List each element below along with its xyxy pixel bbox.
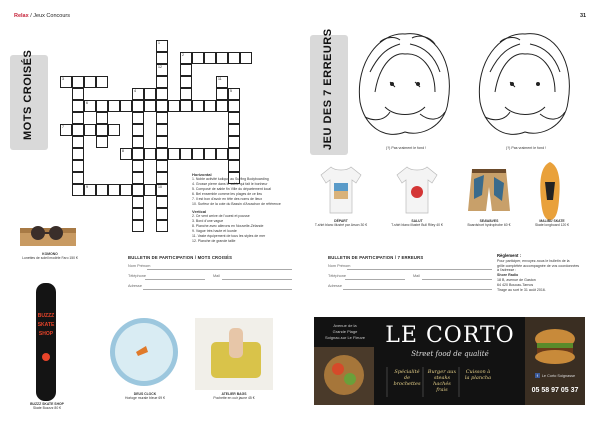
crossword-cell[interactable] [144, 184, 156, 196]
ad-phone: 05 58 97 05 37 [531, 387, 579, 394]
crossword-cell[interactable] [156, 40, 168, 52]
crossword-cell[interactable] [132, 112, 144, 124]
prize-caption: DEUS CLOCK Horloge murale bleue 69 € [125, 392, 165, 401]
crossword-cell[interactable] [132, 160, 144, 172]
crossword-cell[interactable] [132, 136, 144, 148]
crossword-cell[interactable] [156, 136, 168, 148]
clue: 1. Noble activité ludique au Surfing Bodyboarding [192, 177, 269, 181]
brand-label: Relax [14, 13, 29, 19]
section-label: Jeux Concours [33, 13, 70, 19]
crossword-cell[interactable] [96, 124, 108, 136]
cell-number: 8 [122, 149, 124, 153]
drawing-right[interactable] [470, 22, 580, 142]
svg-text:BUZZZ: BUZZZ [37, 313, 55, 319]
prize-caption: ATELIER BAGS Pochette en cuir jaune 45 € [213, 392, 255, 401]
crossword-cell[interactable] [180, 148, 192, 160]
crossword-cell[interactable] [72, 148, 84, 160]
sunglasses-image [18, 220, 80, 250]
crossword-cell[interactable] [156, 172, 168, 184]
crossword-cell[interactable] [84, 100, 96, 112]
crossword-cell[interactable] [96, 184, 108, 196]
crossword-cell[interactable] [144, 148, 156, 160]
crossword-cell[interactable] [108, 184, 120, 196]
crossword-cell[interactable] [84, 184, 96, 196]
crossword-cell[interactable] [228, 136, 240, 148]
crossword-cell[interactable] [144, 100, 156, 112]
crossword-cell[interactable] [180, 64, 192, 76]
crossword-cell[interactable] [108, 100, 120, 112]
prize-caption: SEAWAVES Boardshort hydrophobe 60 € [467, 219, 511, 228]
clue: 9. Vague très haute et lourde [192, 229, 237, 233]
crossword-cell[interactable] [192, 148, 204, 160]
form-title: BULLETIN DE PARTICIPATION / MOTS CROISÉS [128, 255, 233, 260]
crossword-cell[interactable] [156, 88, 168, 100]
phone-field[interactable] [145, 279, 205, 280]
clue: 10. Surfeur de la cote du Bassin d'Arcachon de référence [192, 202, 281, 206]
prize-caption: KOMONO Lunettes de soleil modèle Faro 150 € [22, 252, 78, 261]
crossword-cell[interactable] [156, 148, 168, 160]
tshirt-image [393, 165, 441, 215]
crossword-cell[interactable] [132, 220, 144, 232]
cell-number: 1 [158, 41, 160, 45]
skate-deck-image [35, 282, 57, 402]
crossword-cell[interactable] [132, 184, 144, 196]
crossword-cell[interactable] [96, 100, 108, 112]
address-field[interactable] [143, 289, 292, 290]
crossword-form: BULLETIN DE PARTICIPATION / MOTS CROISÉS Nom Prénom Téléphone Mail Adresse [128, 255, 293, 260]
crossword-cell[interactable] [228, 52, 240, 64]
crossword-cell[interactable] [120, 148, 132, 160]
crossword-cell[interactable] [72, 184, 84, 196]
page-number: 31 [580, 13, 587, 19]
crossword-cell[interactable] [156, 208, 168, 220]
form-title: BULLETIN DE PARTICIPATION / 7 ERREURS [328, 255, 424, 260]
crossword-cell[interactable] [120, 184, 132, 196]
clue: 11. Vaste équipement de tous les styles de mer [192, 234, 266, 238]
cell-number: 6 [86, 101, 88, 105]
rules: Règlement : Pour participer, envoyez-nous le bulletin de la grille complétée accompagnée de vos coordonnées à l'adresse : Shore Radio 18 B, avenue de Gaston 64 420 Boucau-Tarnos Tirage au sort le 31 août 2016. [497, 254, 589, 292]
cell-number: 12 [158, 65, 162, 69]
rules-title: Règlement : [497, 253, 521, 258]
facebook-icon: f [536, 373, 538, 378]
phone-field[interactable] [345, 279, 405, 280]
crossword-cell[interactable] [228, 148, 240, 160]
crossword-cell[interactable] [228, 100, 240, 112]
mail-field[interactable] [422, 279, 492, 280]
spot-form: BULLETIN DE PARTICIPATION / 7 ERREURS Nom Prénom Téléphone Mail Adresse [328, 255, 493, 260]
crossword-cell[interactable] [156, 100, 168, 112]
crossword-cell[interactable] [72, 160, 84, 172]
crossword-cell[interactable] [96, 136, 108, 148]
crossword-cell[interactable] [192, 52, 204, 64]
section-header: Relax / Jeux Concours [14, 13, 70, 19]
ad-feature: Burger aux steaks hachés frais [427, 369, 457, 393]
crossword-cell[interactable] [132, 208, 144, 220]
ad-tagline: Street food de qualité [411, 350, 489, 358]
crossword-cell[interactable] [60, 76, 72, 88]
crossword-cell[interactable] [216, 76, 228, 88]
crossword-cell[interactable] [96, 112, 108, 124]
prize-caption: DÉPART T-shirt blanc illustré par Arson 30 € [314, 219, 368, 228]
cell-number: 7 [62, 125, 64, 129]
crossword-cell[interactable] [120, 100, 132, 112]
crossword-cell[interactable] [156, 52, 168, 64]
tshirt-image [317, 165, 365, 215]
crossword-cell[interactable] [180, 100, 192, 112]
crossword-cell[interactable] [228, 88, 240, 100]
vertical-label: Vertical [192, 209, 207, 214]
crossword-clues [192, 172, 297, 244]
crossword-cell[interactable] [216, 52, 228, 64]
clue: 4. Grosse pierre dans le sable qui fait le bonheur [192, 182, 268, 186]
crossword-cell[interactable] [60, 124, 72, 136]
crossword-cell[interactable] [228, 124, 240, 136]
cell-number: 2 [182, 53, 184, 57]
crossword-cell[interactable] [180, 88, 192, 100]
crossword-cell[interactable] [108, 124, 120, 136]
crossword-cell[interactable] [156, 184, 168, 196]
crossword-cell[interactable] [156, 160, 168, 172]
cell-number: 10 [158, 185, 162, 189]
crossword-cell[interactable] [72, 88, 84, 100]
crossword-cell[interactable] [192, 100, 204, 112]
crossword-cell[interactable] [216, 148, 228, 160]
ad-logo: LE CORTO [385, 323, 515, 348]
crossword-cell[interactable] [216, 100, 228, 112]
ad-address: Avenue de la Grande Plage Soignac-sur Le Fleuve [324, 323, 366, 340]
crossword-cell[interactable] [132, 172, 144, 184]
crossword-cell[interactable] [180, 76, 192, 88]
crossword-cell[interactable] [156, 220, 168, 232]
boardshort-image [466, 165, 512, 217]
crossword-cell[interactable] [180, 52, 192, 64]
crossword-cell[interactable] [84, 124, 96, 136]
crossword-cell[interactable] [84, 76, 96, 88]
crossword-cell[interactable] [72, 112, 84, 124]
le-corto-ad[interactable] [314, 317, 585, 405]
name-field[interactable] [347, 269, 492, 270]
crossword-cell[interactable] [72, 100, 84, 112]
crossword-cell[interactable] [204, 148, 216, 160]
clue: 7. Il est bon d'avoir en tête des noms de lieux [192, 197, 263, 201]
drawing-caption: (?) Pas vraiment le fond ! [385, 146, 427, 150]
crossword-cell[interactable] [228, 112, 240, 124]
crossword-cell[interactable] [228, 160, 240, 172]
crossword-cell[interactable] [72, 76, 84, 88]
crossword-cell[interactable] [144, 88, 156, 100]
cell-number: 5 [230, 89, 232, 93]
cell-number: 9 [86, 185, 88, 189]
crossword-cell[interactable] [204, 52, 216, 64]
svg-text:SHOP: SHOP [38, 331, 54, 337]
crossword-cell[interactable] [96, 76, 108, 88]
clue: 8. Planche avec ailerons en Nouvelle-Zélande [192, 224, 264, 228]
crossword-cell[interactable] [168, 148, 180, 160]
crossword-cell[interactable] [72, 136, 84, 148]
cell-number: 4 [134, 89, 136, 93]
clue: 2. Ce vent arrive de l'ouest et pousse [192, 214, 250, 218]
drawing-caption: (?) Pas vraiment le fond ! [505, 146, 547, 150]
horizontal-label: Horizontal [192, 172, 212, 177]
crossword-cell[interactable] [156, 76, 168, 88]
name-field[interactable] [147, 269, 292, 270]
prize-caption: MALIBU SKATE Skate longboard 120 € [534, 219, 570, 228]
ad-feature: Cuisson à la plancha [464, 369, 492, 381]
crossword-cell[interactable] [240, 52, 252, 64]
ad-feature: Spécialité de brochettes [393, 369, 421, 387]
crossword-cell[interactable] [156, 112, 168, 124]
clue: 6. Bel ensemble comme les plages de ce lieu [192, 192, 263, 196]
bag-image [195, 318, 273, 390]
crossword-cell[interactable] [156, 124, 168, 136]
prize-caption: BUZZZ SKATE SHOP Skate Buzzzz 80 € [30, 402, 64, 411]
crossword-cell[interactable] [72, 124, 84, 136]
clue: 5. Composé de sable fin Ville du département local [192, 187, 271, 191]
prize-caption: SALUT T-shirt blanc illustré Bull Riley 40 € [391, 219, 443, 228]
crossword-cell[interactable] [168, 100, 180, 112]
drawing-left[interactable] [350, 22, 460, 142]
crossword-cell[interactable] [204, 100, 216, 112]
svg-text:SKATE: SKATE [37, 322, 55, 328]
clue: 3. Bord d'une vague [192, 219, 224, 223]
crossword-cell[interactable] [132, 196, 144, 208]
cell-number: 11 [218, 77, 222, 81]
crossword-cell[interactable] [156, 196, 168, 208]
spot-title: JEU DES 7 ERREURS [322, 28, 334, 150]
crossword-cell[interactable] [132, 148, 144, 160]
crossword-cell[interactable] [216, 88, 228, 100]
crossword-cell[interactable] [132, 88, 144, 100]
clock-image [108, 316, 180, 388]
longboard-image [535, 160, 565, 222]
mail-field[interactable] [222, 279, 292, 280]
crossword-cell[interactable] [72, 172, 84, 184]
crossword-cell[interactable] [132, 100, 144, 112]
crossword-title: MOTS CROISÉS [22, 49, 34, 140]
crossword-cell[interactable] [132, 124, 144, 136]
address-field[interactable] [343, 289, 492, 290]
cell-number: 3 [62, 77, 64, 81]
ad-facebook: f Le Corto Soignasse [536, 373, 576, 378]
clue: 12. Planche de grande taille [192, 239, 236, 243]
crossword-cell[interactable] [156, 64, 168, 76]
